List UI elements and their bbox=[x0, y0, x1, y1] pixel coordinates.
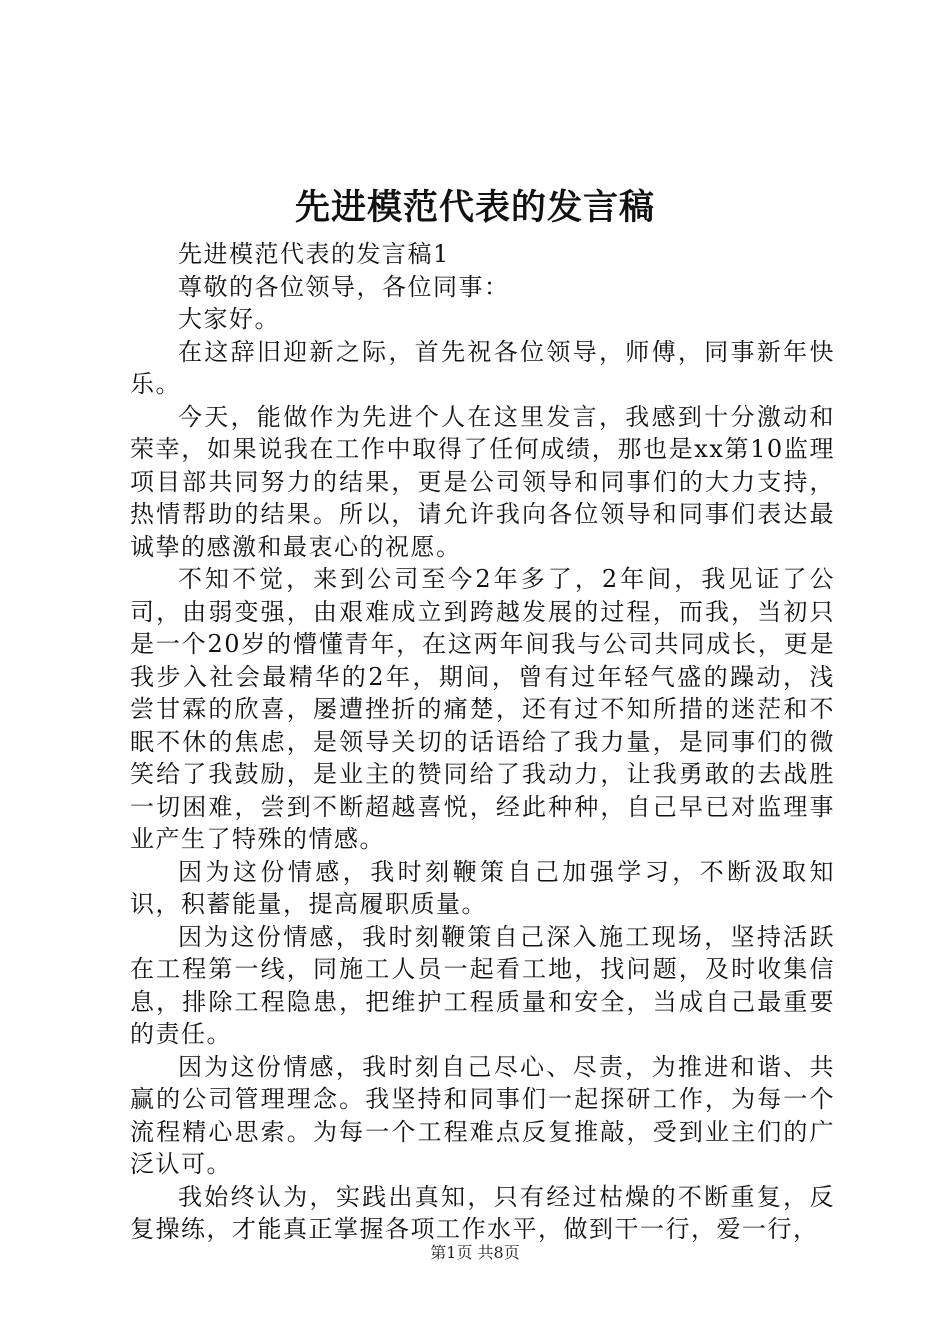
paragraph: 我始终认为，实践出真知，只有经过枯燥的不断重复，反复操练，才能真正掌握各项工作水平，做到干一行，爱一行， bbox=[130, 1182, 835, 1243]
paragraph: 在这辞旧迎新之际，首先祝各位领导，师傅，同事新年快乐。 bbox=[130, 337, 835, 398]
paragraph: 因为这份情感，我时刻鞭策自己加强学习，不断汲取知识，积蓄能量，提高履职质量。 bbox=[130, 857, 835, 918]
paragraph: 今天，能做作为先进个人在这里发言，我感到十分激动和荣幸，如果说我在工作中取得了任何成绩，那也是xx第10监理项目部共同努力的结果，更是公司领导和同事们的大力支持，热情帮助的结果。所以，请允许我向各位领导和同事们表达最诚挚的感激和最衷心的祝愿。 bbox=[130, 402, 835, 561]
page-number-label: 第1页 共8页 bbox=[430, 1243, 520, 1262]
paragraph: 大家好。 bbox=[178, 305, 280, 333]
document-body bbox=[130, 238, 835, 1246]
page-footer bbox=[0, 1241, 950, 1265]
paragraph: 尊敬的各位领导，各位同事： bbox=[178, 272, 510, 301]
paragraph: 因为这份情感，我时刻自己尽心、尽责，为推进和谐、共赢的公司管理理念。我坚持和同事们一起探研工作，为每一个流程精心思索。为每一个工程难点反复推敲，受到业主们的广泛认可。 bbox=[130, 1052, 835, 1178]
paragraph: 不知不觉，来到公司至今2年多了，2年间，我见证了公司，由弱变强，由艰难成立到跨越发展的过程，而我，当初只是一个20岁的懵懂青年，在这两年间我与公司共同成长，更是我步入社会最精华的2年，期间，曾有过年轻气盛的躁动，浅尝甘霖的欣喜，屡遭挫折的痛楚，还有过不知所措的迷茫和不眠不休的焦虑，是领导关切的话语给了我力量，是同事们的微笑给了我鼓励，是业主的赞同给了我动力，让我勇敢的去战胜一切困难，尝到不断超越喜悦，经此种种，自己早已对监理事业产生了特殊的情感。 bbox=[130, 565, 835, 853]
paragraph: 因为这份情感，我时刻鞭策自己深入施工现场，坚持活跃在工程第一线，同施工人员一起看工地，找问题，及时收集信息，排除工程隐患，把维护工程质量和安全，当成自己最重要的责任。 bbox=[130, 922, 835, 1048]
document-title: 先进模范代表的发言稿 bbox=[294, 187, 655, 228]
paragraph: 先进模范代表的发言稿1 bbox=[178, 240, 450, 268]
